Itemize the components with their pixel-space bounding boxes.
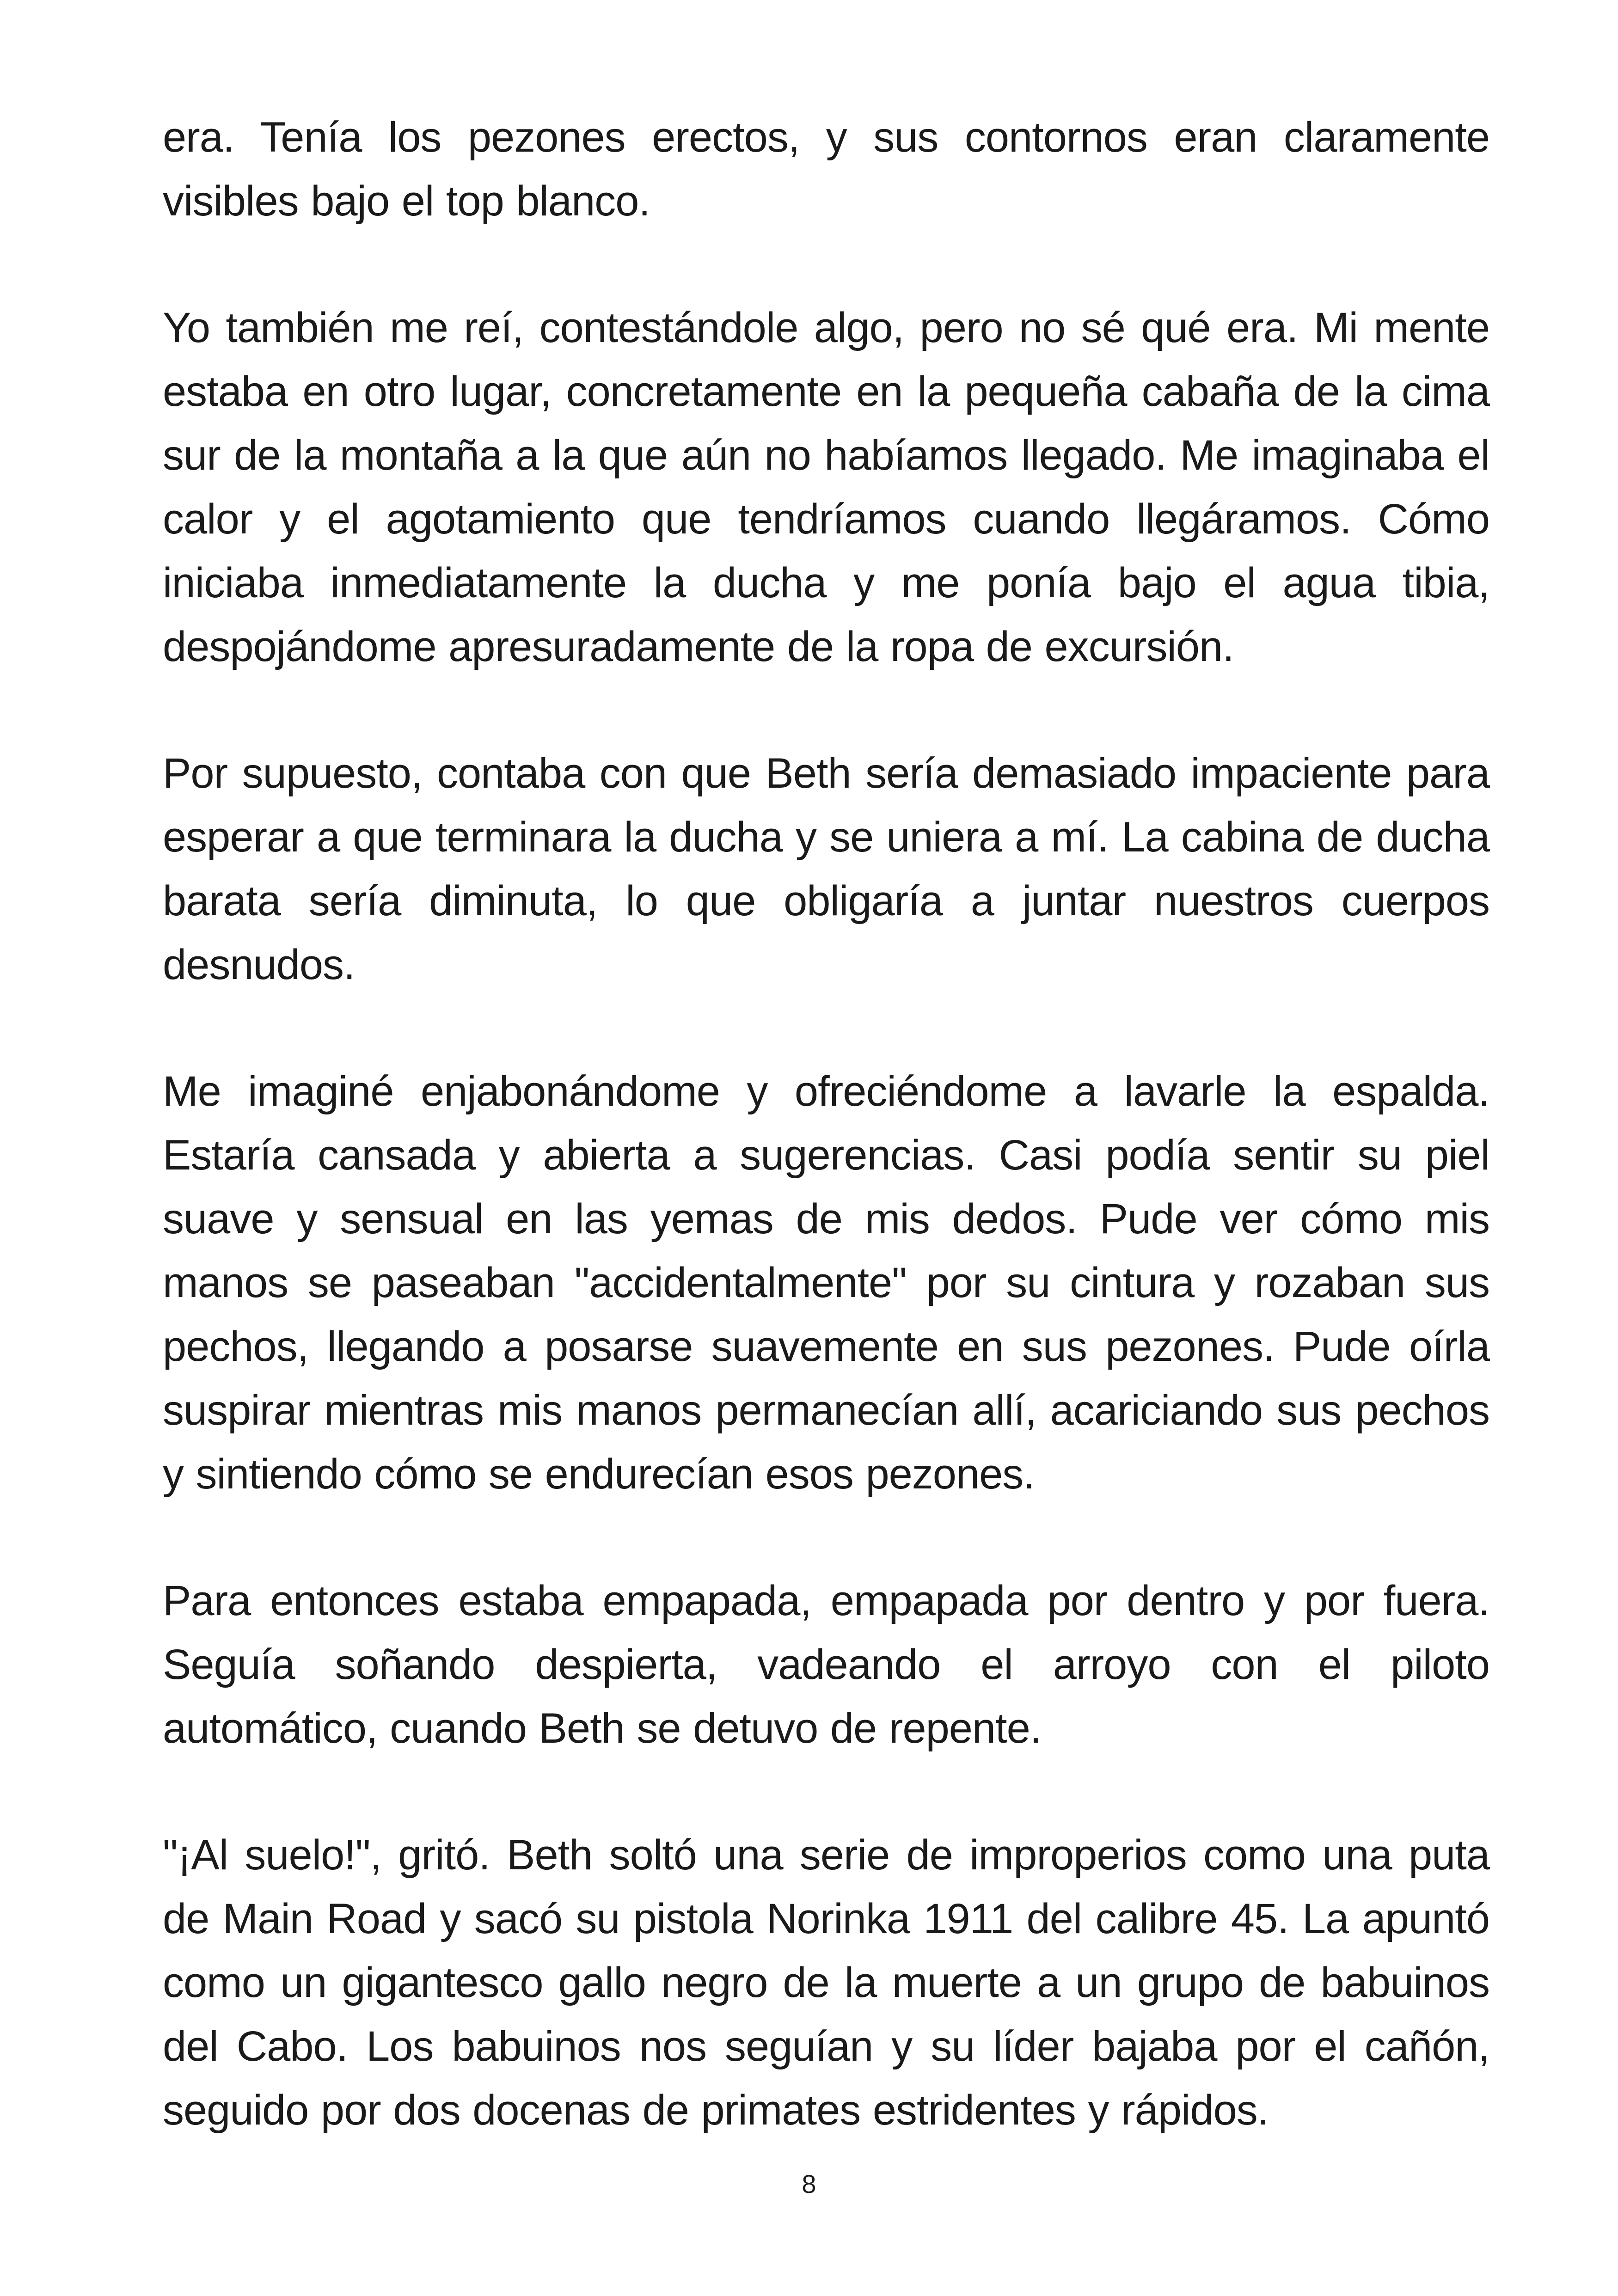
paragraph-6: "¡Al suelo!", gritó. Beth soltó una serie de improperios como una puta de Main Road y sacó su pistola Norinka 1911 del calibre 45. La apuntó como un gigantesco gallo negro de la muerte a un grupo de babuinos del Cabo. Los babuinos nos seguían y su líder bajaba por el cañón, seguido por dos docenas de primates estridentes y rápidos. — [163, 1831, 1489, 2134]
page-number: 8 — [802, 2169, 816, 2198]
paragraph-3: Por supuesto, contaba con que Beth sería demasiado impaciente para esperar a que terminara la ducha y se uniera a mí. La cabina de ducha barata sería diminuta, lo que obligaría a juntar nuestros cuerpos desnudos. — [163, 750, 1489, 988]
body-text — [163, 105, 1489, 2205]
paragraph-4: Me imaginé enjabonándome y ofreciéndome a lavarle la espalda. Estaría cansada y abierta a sugerencias. Casi podía sentir su piel suave y sensual en las yemas de mis dedos. Pude ver cómo mis manos se paseaban "accidentalmente" por su cintura y rozaban sus pechos, llegando a posarse suavemente en sus pezones. Pude oírla suspirar mientras mis manos permanecían allí, acariciando sus pechos y sintiendo cómo se endurecían esos pezones. — [163, 1068, 1489, 1498]
paragraph-1: era. Tenía los pezones erectos, y sus contornos eran claramente visibles bajo el top blanco. — [163, 114, 1489, 225]
paragraph-5: Para entonces estaba empapada, empapada por dentro y por fuera. Seguía soñando despierta, vadeando el arroyo con el piloto automático, cuando Beth se detuvo de repente. — [163, 1577, 1489, 1752]
paragraph-2: Yo también me reí, contestándole algo, pero no sé qué era. Mi mente estaba en otro lugar, concretamente en la pequeña cabaña de la cima sur de la montaña a la que aún no habíamos llegado. Me imaginaba el calor y el agotamiento que tendríamos cuando llegáramos. Cómo iniciaba inmediatamente la ducha y me ponía bajo el agua tibia, despojándome apresuradamente de la ropa de excursión. — [163, 304, 1489, 670]
